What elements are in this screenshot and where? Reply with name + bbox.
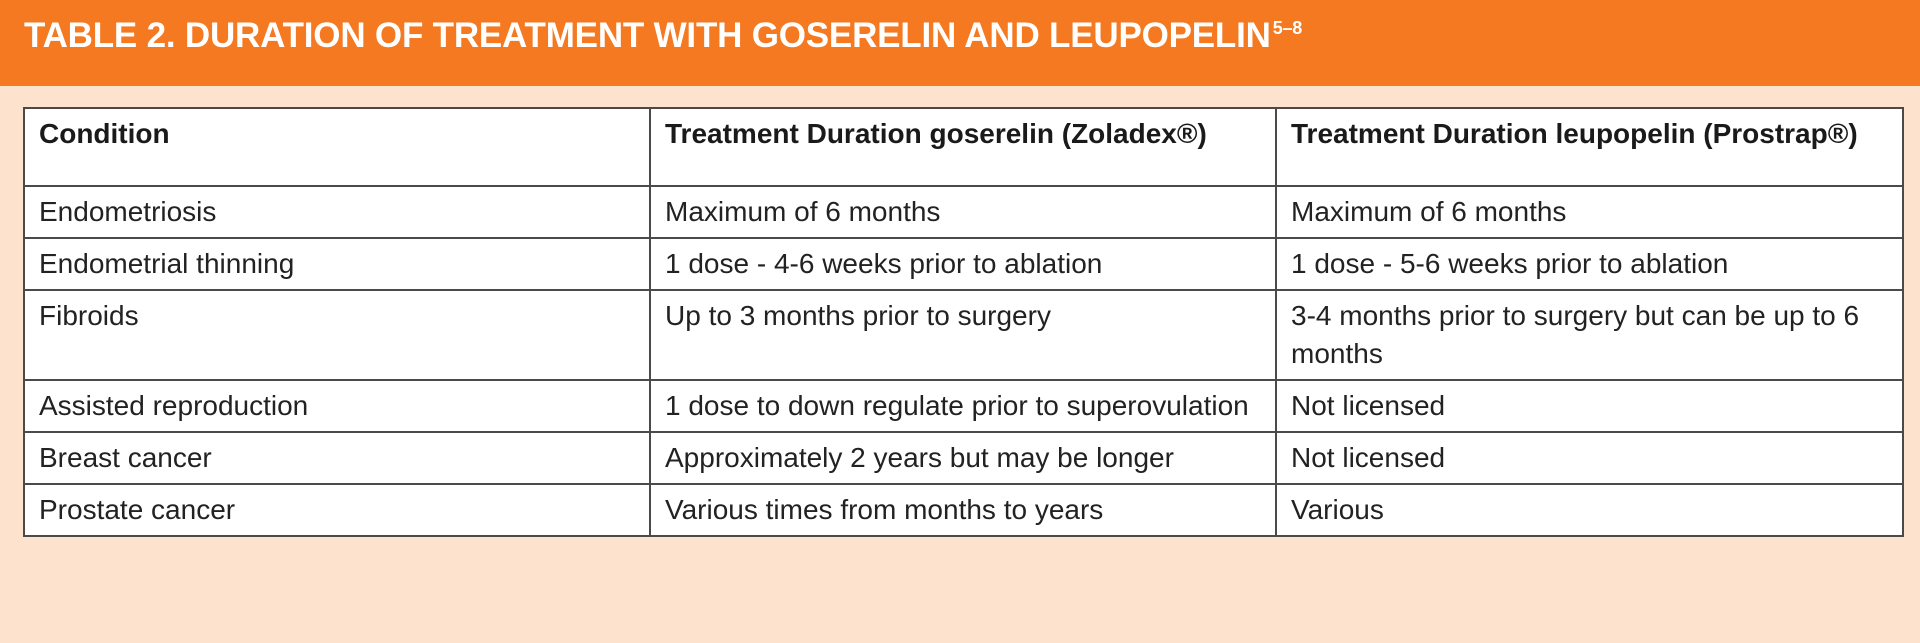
- cell-condition: Prostate cancer: [24, 484, 650, 536]
- header-goserelin-duration: Treatment Duration goserelin (Zoladex®): [650, 108, 1276, 186]
- cell-condition: Assisted reproduction: [24, 380, 650, 432]
- cell-condition: Endometrial thinning: [24, 238, 650, 290]
- table-row: [24, 380, 1903, 432]
- cell-condition: Fibroids: [24, 290, 650, 380]
- cell-condition: Breast cancer: [24, 432, 650, 484]
- table-row: [24, 484, 1903, 536]
- cell-goserelin: Approximately 2 years but may be longer: [650, 432, 1276, 484]
- cell-leupopelin: Not licensed: [1276, 432, 1903, 484]
- cell-goserelin: Various times from months to years: [650, 484, 1276, 536]
- table-title: [0, 0, 1920, 86]
- table-header-row: [24, 108, 1903, 186]
- cell-leupopelin: 3-4 months prior to surgery but can be up to 6 months: [1276, 290, 1903, 380]
- header-leupopelin-duration: Treatment Duration leupopelin (Prostrap®): [1276, 108, 1903, 186]
- cell-leupopelin: 1 dose - 5-6 weeks prior to ablation: [1276, 238, 1903, 290]
- cell-goserelin: Maximum of 6 months: [650, 186, 1276, 238]
- cell-condition: Endometriosis: [24, 186, 650, 238]
- cell-goserelin: Up to 3 months prior to surgery: [650, 290, 1276, 380]
- duration-table-container: [23, 107, 1902, 537]
- cell-leupopelin: Maximum of 6 months: [1276, 186, 1903, 238]
- cell-leupopelin: Various: [1276, 484, 1903, 536]
- duration-table: [23, 107, 1904, 537]
- cell-leupopelin: Not licensed: [1276, 380, 1903, 432]
- cell-goserelin: 1 dose to down regulate prior to superovulation: [650, 380, 1276, 432]
- table-row: [24, 186, 1903, 238]
- header-condition: Condition: [24, 108, 650, 186]
- cell-goserelin: 1 dose - 4-6 weeks prior to ablation: [650, 238, 1276, 290]
- table-row: [24, 238, 1903, 290]
- table-row: [24, 290, 1903, 380]
- table-title-citation: 5–8: [1272, 18, 1303, 38]
- table-row: [24, 432, 1903, 484]
- table-title-text: TABLE 2. DURATION OF TREATMENT WITH GOSERELIN AND LEUPOPELIN: [24, 16, 1271, 55]
